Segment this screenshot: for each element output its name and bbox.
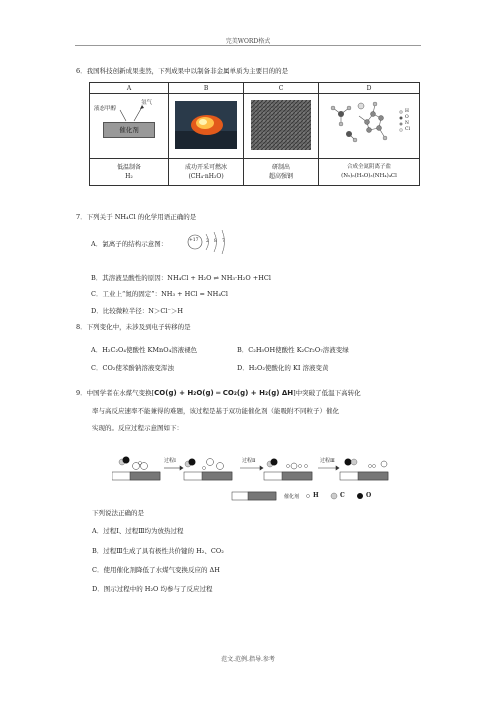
legend-n: N xyxy=(405,121,409,126)
q7-option-d: D．比较微粒半径：N＞Cl⁻＞H xyxy=(91,307,184,315)
q7-option-a: A．氯离子的结构示意图： xyxy=(91,240,168,248)
q9-option-d: D．图示过程中的 H₂O 均参与了反应过程 xyxy=(92,585,213,593)
col-b-header: B xyxy=(169,83,244,94)
q8-option-c: C．CO₂使苯酚钠溶液变浑浊 xyxy=(91,364,174,372)
nucleus-label: +17 xyxy=(189,238,199,243)
q9-line1-suffix: ]中突破了低温下高转化 xyxy=(293,389,361,397)
page-header: 完美WORD格式 xyxy=(225,38,271,45)
q8-stem: 8．下列变化中，未涉及到电子转移的是 xyxy=(76,323,191,331)
caption-b: 成功开采可燃冰 (CH₄·nH₂O) xyxy=(169,159,244,186)
q9-option-b: B．过程Ⅲ生成了具有极性共价键的 H₂、CO₂ xyxy=(92,547,224,555)
q9-line3: 实现的。反应过程示意图如下： xyxy=(92,424,183,432)
option-c-image xyxy=(244,94,319,159)
caption-a: 低温制备 H₂ xyxy=(90,159,169,186)
q6-options-table xyxy=(89,82,420,186)
hydrogen-label: 氢气 xyxy=(141,100,153,106)
page-footer: 范文.范例.指导.参考 xyxy=(221,656,275,663)
legend-catalyst: 催化剂 xyxy=(284,494,300,500)
option-a-image xyxy=(90,94,169,159)
step-3-label: 过程Ⅲ xyxy=(320,458,335,464)
catalyst-box: 催化剂 xyxy=(103,122,155,138)
q8-option-a: A．H₂C₂O₄使酸性 KMnO₄溶液褪色 xyxy=(91,346,198,354)
q9-equation: CO(g) + H₂O(g) ═ CO₂(g) + H₂(g) ΔH xyxy=(154,389,294,397)
step-2-label: 过程Ⅱ xyxy=(242,458,256,464)
header-rule xyxy=(75,45,421,46)
legend-o-atom: O xyxy=(366,492,372,499)
col-a-header: A xyxy=(90,83,169,94)
q9-option-c: C．使用催化剂降低了水煤气变换反应的 ΔH xyxy=(92,566,220,574)
nitrogen-salt-structure xyxy=(319,94,419,158)
q7-option-b: B．其溶液呈酸性的原因：NH₄Cl + H₂O ⇌ NH₃·H₂O +HCl xyxy=(91,274,271,282)
shell-2: 8 xyxy=(214,239,217,244)
chlorine-ion-diagram xyxy=(184,228,244,256)
legend-h-atom: H xyxy=(313,492,319,499)
shell-1: 2 xyxy=(206,239,209,244)
burning-ice-photo xyxy=(175,101,237,149)
legend-h: H xyxy=(405,109,409,114)
option-d-image xyxy=(319,94,420,159)
option-b-image xyxy=(169,94,244,159)
q8-option-b: B．C₂H₅OH使酸性 K₂Cr₂O₇溶液变绿 xyxy=(237,346,349,354)
q9-line1-prefix: 9．中国学者在水煤气变换[ xyxy=(76,389,155,397)
col-d-header: D xyxy=(319,83,420,94)
q7-option-c: C．工业上“氮的固定”：NH₃ + HCl = NH₄Cl xyxy=(91,290,228,298)
steel-micrograph xyxy=(251,100,311,150)
col-c-header: C xyxy=(244,83,319,94)
q9-option-a: A．过程Ⅰ、过程Ⅲ均为放热过程 xyxy=(92,527,184,535)
q6-stem: 6．我国科技创新成果斐然，下列成果中以制备非金属单质为主要目的的是 xyxy=(76,67,289,75)
reaction-process-diagram xyxy=(112,448,412,508)
shell-3: 7 xyxy=(222,239,225,244)
legend-o: O xyxy=(405,115,409,120)
q9-prompt: 下列说法正确的是 xyxy=(92,509,144,517)
arrow-icon xyxy=(90,94,168,158)
legend-c-atom: C xyxy=(340,492,345,499)
legend-cl: Cl xyxy=(405,127,410,132)
q7-stem: 7．下列关于 NH₄Cl 的化学用语正确的是 xyxy=(76,213,197,221)
q9-line2: 率与高反应速率不能兼得的难题，该过程是基于双功能催化剂（能吸附不同粒子）催化 xyxy=(92,407,339,415)
methanol-label: 液态甲醇 xyxy=(94,106,117,112)
q9-line1 xyxy=(76,388,361,397)
caption-c: 研制出 超高强钢 xyxy=(244,159,319,186)
step-1-label: 过程Ⅰ xyxy=(164,458,176,464)
q8-option-d: D．H₂O₂使酸化的 KI 溶液变黄 xyxy=(237,364,329,372)
caption-d: 合成全氮阴离子盐 (N₅)₆(H₃O)₃(NH₄)₄Cl xyxy=(319,159,420,186)
